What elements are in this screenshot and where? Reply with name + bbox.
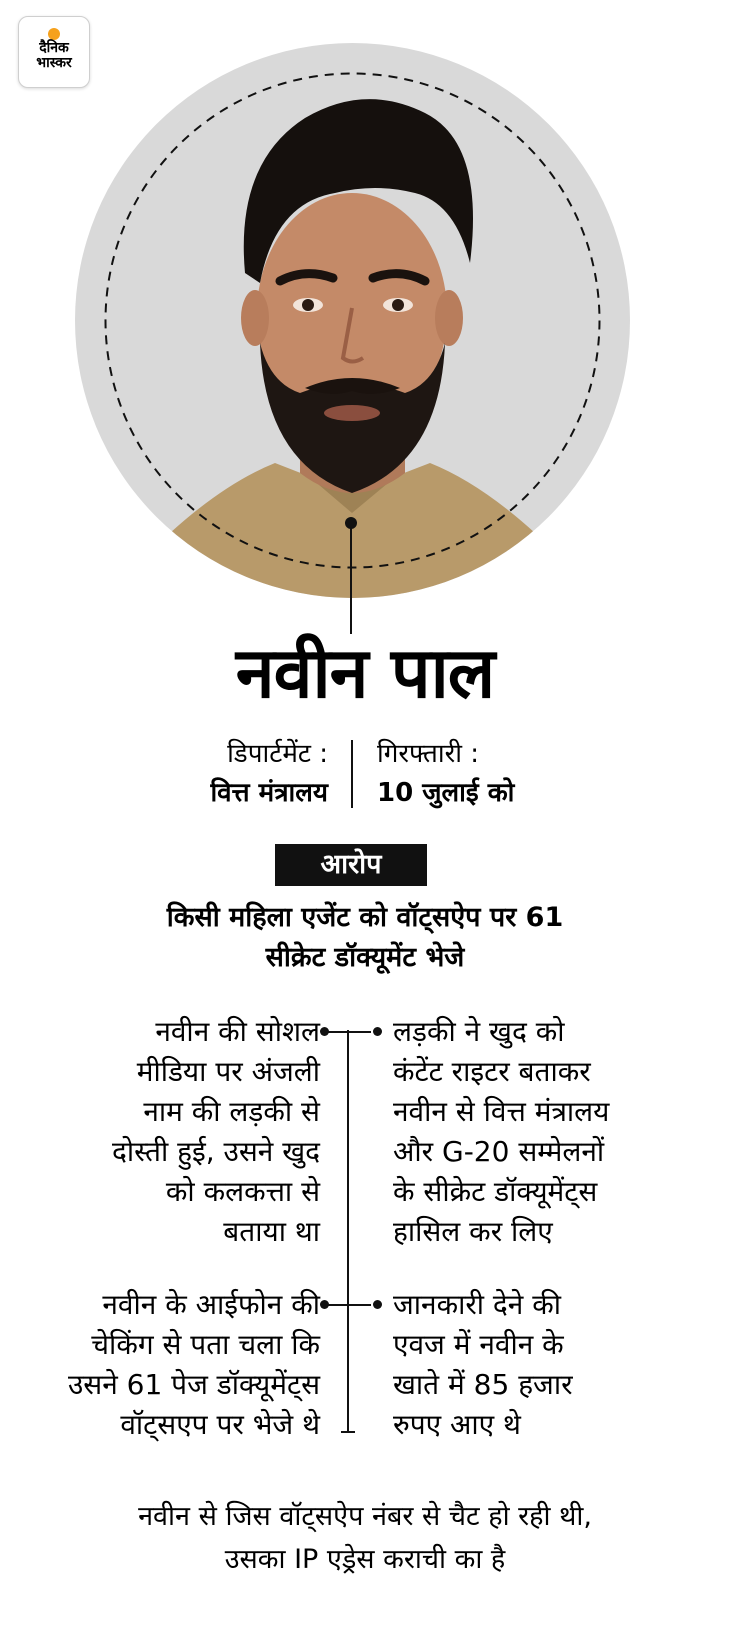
event-text-line: मीडिया पर अंजली — [136, 1055, 320, 1088]
timeline-dot — [320, 1300, 329, 1309]
timeline-end-cap — [341, 1431, 355, 1433]
footer-note-line-2: उसका IP एड्रेस कराची का है — [224, 1544, 506, 1575]
event-text-line: कंटेंट राइटर बताकर — [393, 1055, 591, 1088]
arrest-value: 10 जुलाई को — [377, 778, 515, 808]
event-text-line: चेकिंग से पता चला कि — [91, 1328, 320, 1361]
timeline-connector-1 — [324, 1031, 371, 1033]
event-text-line: को कलकत्ता से — [165, 1175, 320, 1208]
department-label: डिपार्टमेंट : — [227, 739, 328, 769]
logo-text-line-2: भास्कर — [36, 55, 72, 71]
timeline-event-right — [393, 1285, 713, 1445]
event-text-line: नवीन की सोशल — [155, 1015, 320, 1048]
event-text-line: के सीक्रेट डॉक्यूमेंट्स — [393, 1175, 598, 1208]
timeline-connector-2 — [324, 1304, 371, 1306]
event-text-line: और G-20 सम्मेलनों — [393, 1135, 605, 1168]
timeline-event-left — [0, 1012, 320, 1252]
charge-text-line-2: सीक्रेट डॉक्यूमेंट भेजे — [265, 942, 465, 973]
event-text-line: बताया था — [223, 1215, 320, 1248]
event-text-line: एवज में नवीन के — [393, 1328, 564, 1361]
logo-sun-dot — [48, 28, 60, 40]
person-name: नवीन पाल — [235, 632, 495, 714]
event-text-line: नवीन के आईफोन की — [102, 1288, 320, 1321]
timeline-event-right — [393, 1012, 713, 1252]
portrait-photo — [75, 43, 630, 598]
portrait-connector-line — [350, 522, 352, 634]
event-text-line: दोस्ती हुई, उसने खुद — [111, 1135, 320, 1168]
timeline-dot — [320, 1027, 329, 1036]
event-text-line: नाम की लड़की से — [143, 1095, 320, 1128]
event-text-line: हासिल कर लिए — [393, 1215, 553, 1248]
timeline-event-left — [0, 1285, 320, 1445]
event-text-line: वॉट्सएप पर भेजे थे — [120, 1408, 320, 1441]
event-text-line: उसने 61 पेज डॉक्यूमेंट्स — [67, 1368, 320, 1401]
timeline-spine — [347, 1030, 349, 1432]
charge-text-line-1: किसी महिला एजेंट को वॉट्सऐप पर 61 — [166, 902, 564, 933]
event-text-line: खाते में 85 हजार — [393, 1368, 573, 1401]
timeline-dot — [373, 1027, 382, 1036]
event-text-line: रुपए आए थे — [393, 1408, 521, 1441]
department-value: वित्त मंत्रालय — [210, 778, 328, 808]
event-text-line: लड़की ने खुद को — [393, 1015, 565, 1048]
footer-note-line-1: नवीन से जिस वॉट्सऐप नंबर से चैट हो रही थी, — [138, 1501, 592, 1532]
timeline-dot — [373, 1300, 382, 1309]
logo-text-line-1: दैनिक — [39, 40, 69, 56]
event-text-line: जानकारी देने की — [393, 1288, 561, 1321]
info-divider — [351, 740, 353, 808]
event-text-line: नवीन से वित्त मंत्रालय — [393, 1095, 610, 1128]
charge-label: आरोप — [275, 844, 427, 886]
arrest-label: गिरफ्तारी : — [377, 739, 479, 769]
